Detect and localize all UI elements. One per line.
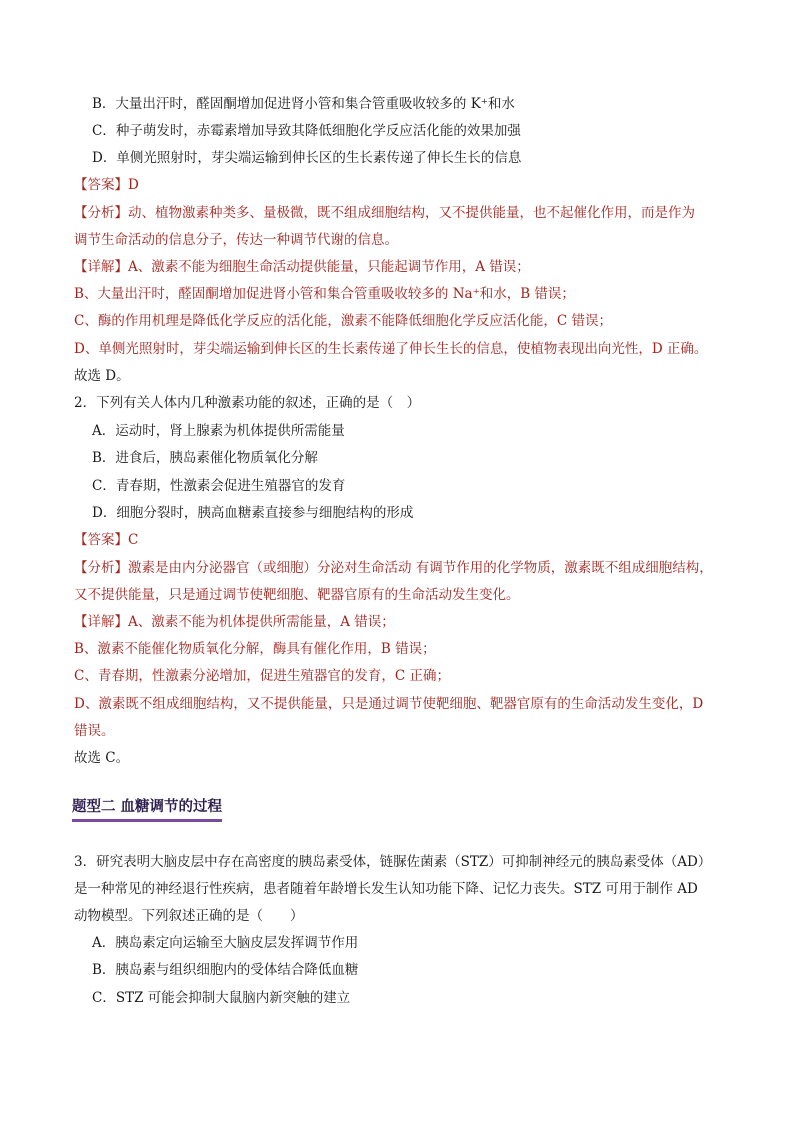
answer-tag: 【答案】	[74, 177, 128, 193]
detail-tag: 【详解】	[74, 259, 128, 275]
q2-option-b: B．进食后，胰岛素催化物质氧化分解	[92, 450, 318, 466]
q1-conclusion: 故选 D。	[74, 368, 130, 384]
q1-detail-d: D、单侧光照射时，芽尖端运输到伸长区的生长素传递了伸长生长的信息，使植物表现出向光性，D 正确。	[74, 341, 708, 357]
analysis-text: 激素是由内分泌器官（或细胞）分泌对生命活动 有调节作用的化学物质，激素既不组成细胞结构，	[128, 560, 713, 576]
q2-conclusion: 故选 C。	[74, 750, 130, 766]
q2-detail-b: B、激素不能催化物质氧化分解，酶具有催化作用，B 错误；	[74, 641, 436, 657]
detail-text: A、激素不能为细胞生命活动提供能量，只能起调节作用，A 错误；	[128, 259, 530, 275]
q2-detail-d-line-2: 错误。	[74, 723, 115, 739]
q2-option-d: D．细胞分裂时，胰高血糖素直接参与细胞结构的形成	[92, 505, 414, 521]
q2-detail-c: C、青春期，性激素分泌增加，促进生殖器官的发育，C 正确；	[74, 668, 450, 684]
q1-option-d: D．单侧光照射时，芽尖端运输到伸长区的生长素传递了伸长生长的信息	[92, 150, 522, 166]
q3-option-c: C．STZ 可能会抑制大鼠脑内新突触的建立	[92, 990, 351, 1006]
q2-analysis-line-1	[74, 559, 724, 577]
q2-option-c: C．青春期，性激素会促进生殖器官的发育	[92, 478, 346, 494]
answer-value: C	[128, 532, 139, 548]
q1-detail-b: B、大量出汗时，醛固酮增加促进肾小管和集合管重吸收较多的 Na⁺和水，B 错误；	[74, 286, 575, 302]
q1-analysis-line-1	[74, 204, 724, 222]
q1-analysis-line-2: 调节生命活动的信息分子，传达一种调节代谢的信息。	[74, 232, 398, 248]
q3-option-a: A．胰岛素定向运输至大脑皮层发挥调节作用	[92, 935, 359, 951]
q1-detail-a	[74, 258, 724, 276]
q1-option-b: B．大量出汗时，醛固酮增加促进肾小管和集合管重吸收较多的 K⁺和水	[92, 96, 515, 112]
q2-detail-d-line-1: D、激素既不组成细胞结构，又不提供能量，只是通过调节使靶细胞、靶器官原有的生命活动发生变化，D	[74, 696, 704, 712]
q2-stem: 2．下列有关人体内几种激素功能的叙述，正确的是（ ）	[74, 395, 421, 411]
q3-option-b: B．胰岛素与组织细胞内的受体结合降低血糖	[92, 962, 359, 978]
answer-value: D	[128, 177, 139, 193]
q1-detail-c: C、酶的作用机理是降低化学反应的活化能，激素不能降低细胞化学反应活化能，C 错误；	[74, 313, 612, 329]
analysis-tag: 【分析】	[74, 560, 128, 576]
q2-option-a: A．运动时，肾上腺素为机体提供所需能量	[92, 423, 345, 439]
q3-stem-line-1: 3．研究表明大脑皮层中存在高密度的胰岛素受体，链脲佐菌素（STZ）可抑制神经元的胰岛素受体（AD）	[74, 854, 712, 870]
analysis-tag: 【分析】	[74, 205, 128, 221]
detail-text: A、激素不能为机体提供所需能量，A 错误；	[128, 614, 395, 630]
q1-option-c: C．种子萌发时，赤霉素增加导致其降低细胞化学反应活化能的效果加强	[92, 123, 521, 139]
q3-stem-line-3: 动物模型。下列叙述正确的是（ ）	[74, 908, 304, 924]
q2-analysis-line-2: 又不提供能量，只是通过调节使靶细胞、靶器官原有的生命活动发生变化。	[74, 587, 520, 603]
q2-detail-a	[74, 613, 724, 631]
q1-answer	[74, 176, 724, 194]
analysis-text: 动、植物激素种类多、量极微，既不组成细胞结构，又不提供能量，也不起催化作用，而是作为	[128, 205, 695, 221]
section-heading: 题型二 血糖调节的过程	[72, 795, 222, 822]
detail-tag: 【详解】	[74, 614, 128, 630]
answer-tag: 【答案】	[74, 532, 128, 548]
q3-stem-line-2: 是一种常见的神经退行性疾病，患者随着年龄增长发生认知功能下降、记忆力丧失。STZ 可用于制作 AD	[74, 881, 698, 897]
q2-answer	[74, 531, 724, 549]
